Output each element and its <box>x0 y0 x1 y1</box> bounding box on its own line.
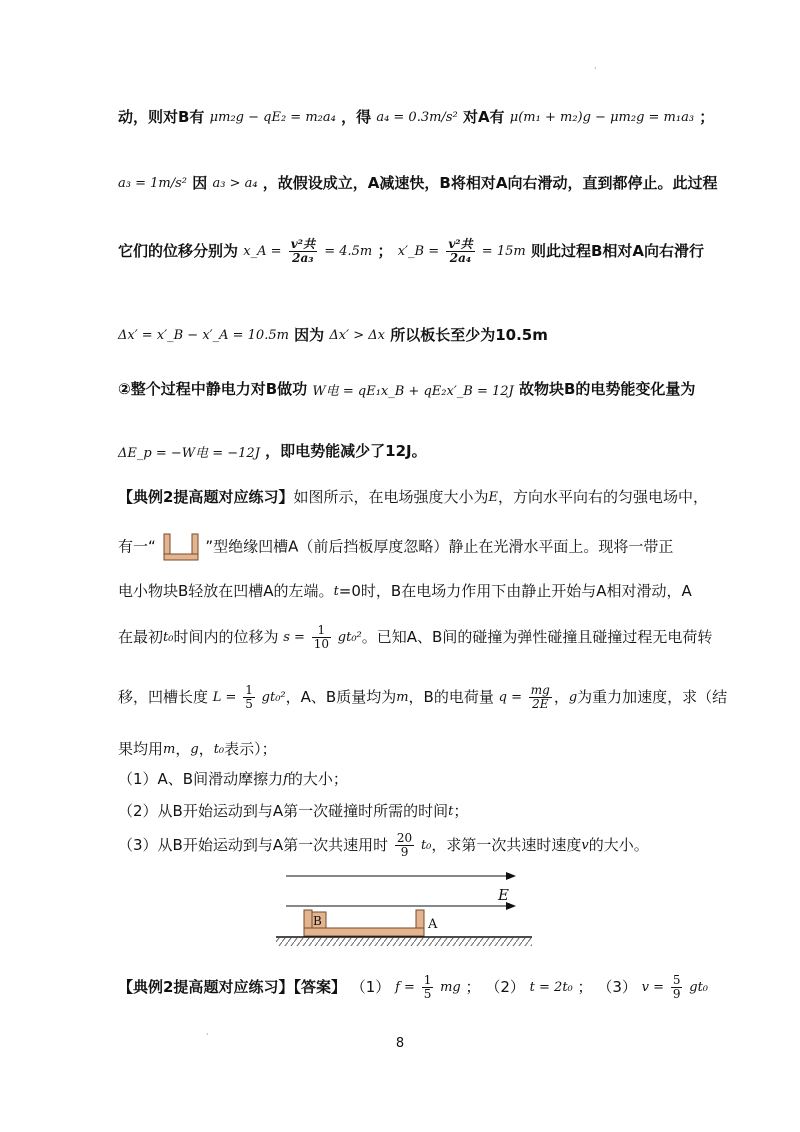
answer-part-3-label: （3） <box>597 978 637 996</box>
u-groove-icon <box>161 532 201 562</box>
equation: t = 2t₀ <box>529 980 573 995</box>
denominator: 2a₃ <box>292 251 314 265</box>
equation: = 4.5m <box>324 244 373 259</box>
numerator: 1 <box>312 624 331 638</box>
answer-part-2-label: （2） <box>485 978 525 996</box>
text-line-7 <box>118 486 708 507</box>
variable: t₀ <box>213 742 225 757</box>
text: 所以板长至少为10.5m <box>390 326 548 344</box>
text-line-8 <box>118 532 673 562</box>
text: ； <box>577 978 593 996</box>
equation: L = <box>212 690 237 705</box>
fraction <box>446 238 474 265</box>
numerator: v²共 <box>290 237 315 251</box>
text: 它们的位移分别为 <box>118 242 239 260</box>
denominator: 10 <box>313 637 330 651</box>
denominator: 9 <box>672 987 681 1001</box>
equation: Δx′ > Δx <box>329 328 385 343</box>
variable: t₀ <box>163 630 174 645</box>
equation: x′_B = <box>397 244 440 259</box>
text: ， <box>175 740 191 758</box>
field-label-E: E <box>498 886 509 904</box>
variable: t <box>448 804 454 819</box>
equation: μ(m₁ + m₂)g − μm₂g = m₁a₃ <box>509 110 695 125</box>
text: 则此过程B相对A向右滑行 <box>530 242 704 260</box>
equation: = 15m <box>481 244 526 259</box>
block-B-label: B <box>313 914 322 928</box>
variable: g <box>568 690 578 705</box>
field-line-bottom <box>286 902 516 910</box>
text-line-12 <box>118 738 277 759</box>
text: ，故假设成立，A减速快，B将相对A向右滑动，直到都停止。此过程 <box>262 174 718 192</box>
answer-heading: 【典例2提高题对应练习】【答案】 <box>118 978 346 996</box>
equation: x_A = <box>243 244 282 259</box>
question-2 <box>118 800 468 821</box>
text: 的大小。 <box>588 836 649 854</box>
fraction <box>243 684 255 711</box>
equation: gt₀² <box>261 690 286 705</box>
text: ，A、B质量均为 <box>285 688 397 706</box>
equation: μm₂g − qE₂ = m₂a₄ <box>209 110 336 125</box>
numerator: v²共 <box>448 237 473 251</box>
equation: Δx′ = x′_B − x′_A = 10.5m <box>118 328 289 343</box>
text: =0时，B在电场力作用下由静止开始与A相对滑动，A <box>338 582 692 600</box>
text: ； <box>465 978 481 996</box>
variable: f <box>283 772 288 787</box>
text-line-10 <box>118 624 712 651</box>
text: 。已知A、B间的碰撞为弹性碰撞且碰撞过程无电荷转 <box>361 628 713 646</box>
equation: a₄ = 0.3m/s² <box>376 110 458 125</box>
denominator: 5 <box>423 987 432 1001</box>
answer-part-1-label: （1） <box>350 978 391 996</box>
numerator: 20 <box>396 831 413 845</box>
text: ，求第一次共速时速度 <box>431 836 582 854</box>
fraction <box>671 974 683 1001</box>
text: （3）从B开始运动到与A第一次共速用时 <box>118 836 389 854</box>
equation: s = <box>283 630 305 645</box>
text: 如图所示，在电场强度大小为 <box>293 488 489 506</box>
text: 果均用 <box>118 740 164 758</box>
variable: g <box>190 742 199 757</box>
text: 的大小； <box>287 770 348 788</box>
equation: ΔE_p = −W电 = −12J <box>118 446 260 461</box>
text: ， <box>198 740 214 758</box>
text: （1）A、B间滑动摩擦力 <box>118 770 284 788</box>
fraction <box>312 624 331 651</box>
text: ②整个过程中静电力对B做功 <box>118 380 308 398</box>
variable: m <box>163 742 176 757</box>
electric-field-figure <box>270 862 540 952</box>
text: 因为 <box>294 326 325 344</box>
answer-line <box>118 974 708 1001</box>
text-line-9 <box>118 580 692 601</box>
fraction <box>289 238 317 265</box>
text-line-3 <box>118 238 704 265</box>
text: 电小物块B轻放在凹槽A的左端。 <box>118 582 334 600</box>
text: ， <box>553 688 569 706</box>
section-heading: 【典例2提高题对应练习】 <box>118 488 294 506</box>
denominator: 9 <box>400 845 409 859</box>
equation: gt₀² <box>337 630 362 645</box>
denominator: 2E <box>532 697 549 711</box>
text: 时间内的位移为 <box>173 628 279 646</box>
equation: a₃ > a₄ <box>212 176 258 191</box>
text: 表示）； <box>224 740 277 758</box>
equation: a₃ = 1m/s² <box>118 176 187 191</box>
equation: mg <box>440 980 461 995</box>
text: 故物块B的电势能变化量为 <box>518 380 696 398</box>
variable: t <box>333 584 339 599</box>
fraction <box>395 832 414 859</box>
text: ，即电势能减少了12J。 <box>265 442 427 460</box>
text-line-5 <box>118 378 695 399</box>
text: 为重力加速度，求（结 <box>577 688 728 706</box>
text: ”型绝缘凹槽A（前后挡板厚度忽略）静止在光滑水平面上。现将一带正 <box>205 537 674 556</box>
denominator: 5 <box>245 697 253 711</box>
stray-mark: · <box>594 64 597 73</box>
numerator: 1 <box>423 973 432 987</box>
equation: gt₀ <box>689 980 709 995</box>
numerator: mg <box>530 683 550 697</box>
equation: v = <box>641 980 665 995</box>
variable: v <box>581 838 589 853</box>
numerator: 1 <box>245 683 253 697</box>
question-3 <box>118 832 649 859</box>
fraction <box>422 974 434 1001</box>
text: ； <box>453 802 469 820</box>
text: ，B的电荷量 <box>408 688 494 706</box>
variable: E <box>488 490 498 505</box>
equation: f = <box>395 980 415 995</box>
text-line-2 <box>118 172 717 193</box>
equation: W电 = qE₁x_B + qE₂x′_B = 12J <box>312 384 514 399</box>
text: 对A有 <box>462 108 505 126</box>
text-line-11 <box>118 684 727 711</box>
stray-mark: · <box>206 1030 209 1039</box>
text: （2）从B开始运动到与A第一次碰撞时所需的时间 <box>118 802 449 820</box>
variable: t₀ <box>420 838 432 853</box>
text-line-4 <box>118 324 548 345</box>
fraction <box>529 684 552 711</box>
text: 因 <box>192 174 208 192</box>
text: ，得 <box>341 108 372 126</box>
text: ； <box>699 108 715 126</box>
text: ； <box>377 242 393 260</box>
question-1 <box>118 768 348 789</box>
text: 有一“ <box>118 537 156 556</box>
text: 在最初 <box>118 628 164 646</box>
field-line-top <box>286 872 516 880</box>
groove-A-label: A <box>428 917 438 932</box>
numerator: 5 <box>672 973 681 987</box>
text: 动，则对B有 <box>118 108 205 126</box>
text-line-1 <box>118 106 714 127</box>
text-line-6 <box>118 440 427 461</box>
variable: m <box>396 690 409 705</box>
equation: q = <box>498 690 522 705</box>
denominator: 2a₄ <box>449 251 472 265</box>
ground-hatching <box>276 938 532 946</box>
text: ，方向水平向右的匀强电场中， <box>497 488 708 506</box>
page-number: 8 <box>395 1036 405 1051</box>
text: 移，凹槽长度 <box>118 688 209 706</box>
